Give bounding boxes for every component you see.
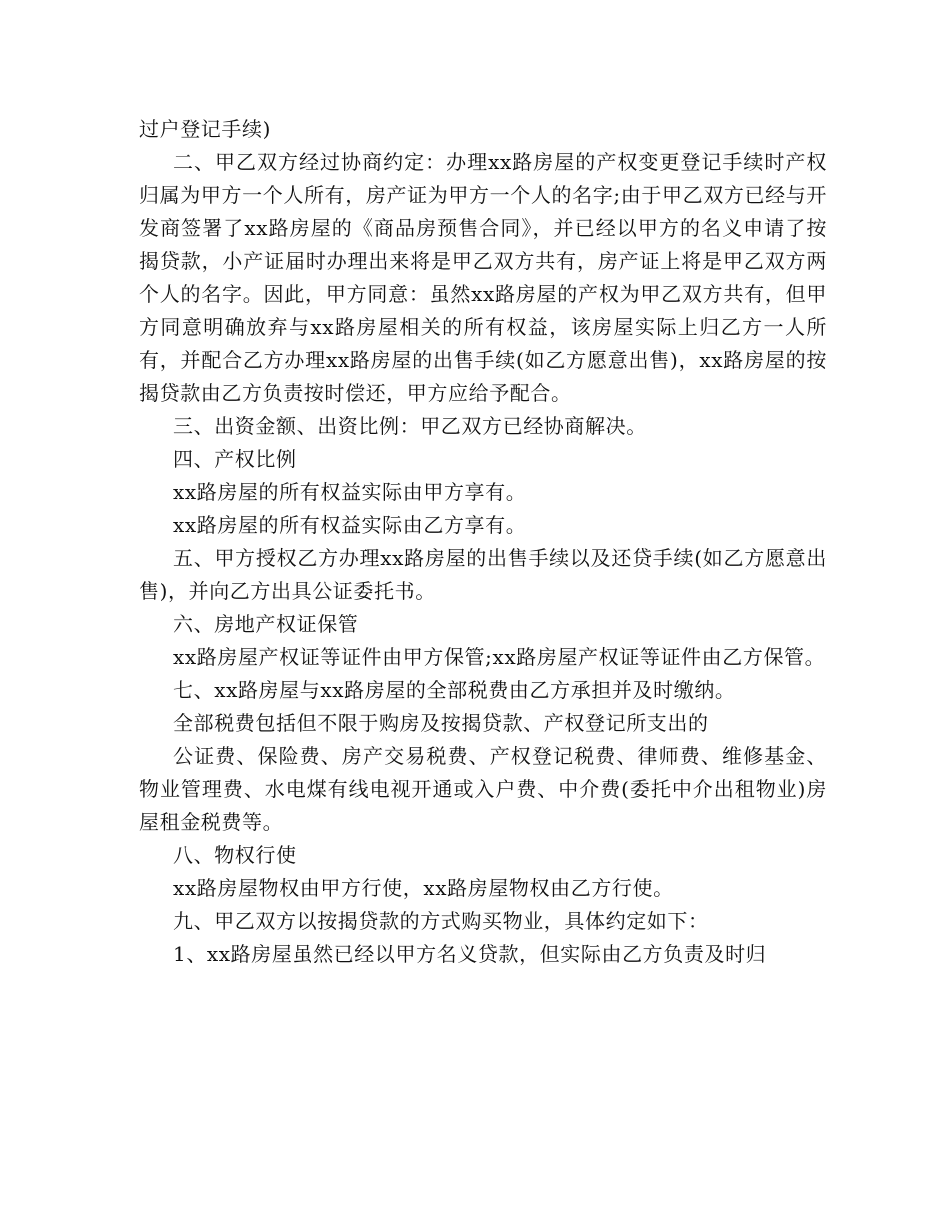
paragraph: 七、xx路房屋与xx路房屋的全部税费由乙方承担并及时缴纳。 (173, 678, 736, 702)
paragraph: 五、甲方授权乙方办理xx路房屋的出售手续以及还贷手续(如乙方愿意出售)，并向乙方出具公证委托书。 (139, 546, 827, 603)
paragraph: 三、出资金额、出资比例：甲乙双方已经协商解决。 (173, 414, 647, 438)
paragraph: 过户登记手续) (139, 117, 272, 141)
paragraph: 公证费、保险费、房产交易税费、产权登记税费、律师费、维修基金、物业管理费、水电煤有线电视开通或入户费、中介费(委托中介出租物业)房屋租金税费等。 (139, 744, 827, 834)
paragraph: 九、甲乙双方以按揭贷款的方式购买物业，具体约定如下： (173, 909, 709, 933)
paragraph: 1、xx路房屋虽然已经以甲方名义贷款，但实际由乙方负责及时归 (173, 942, 767, 966)
paragraph: 全部税费包括但不限于购房及按揭贷款、产权登记所支出的 (173, 711, 709, 735)
paragraph: 六、房地产权证保管 (173, 612, 359, 636)
paragraph: 二、甲乙双方经过协商约定：办理xx路房屋的产权变更登记手续时产权归属为甲方一个人所有，房产证为甲方一个人的名字;由于甲乙双方已经与开发商签署了xx路房屋的《商品房预售合同》，并已经以甲方的名义申请了按揭贷款，小产证届时办理出来将是甲乙双方共有，房产证上将是甲乙双方两个人的名字。因此，甲方同意：虽然xx路房屋的产权为甲乙双方共有，但甲方同意明确放弃与xx路房屋相关的所有权益，该房屋实际上归乙方一人所有，并配合乙方办理xx路房屋的出售手续(如乙方愿意出售)，xx路房屋的按揭贷款由乙方负责按时偿还，甲方应给予配合。 (139, 150, 827, 405)
paragraph: xx路房屋产权证等证件由甲方保管;xx路房屋产权证等证件由乙方保管。 (173, 645, 826, 669)
paragraph: xx路房屋物权由甲方行使，xx路房屋物权由乙方行使。 (173, 876, 674, 900)
document-body (139, 113, 827, 971)
paragraph: 八、物权行使 (173, 843, 297, 867)
paragraph: xx路房屋的所有权益实际由乙方享有。 (173, 513, 527, 537)
paragraph: xx路房屋的所有权益实际由甲方享有。 (173, 480, 527, 504)
paragraph: 四、产权比例 (173, 447, 297, 471)
